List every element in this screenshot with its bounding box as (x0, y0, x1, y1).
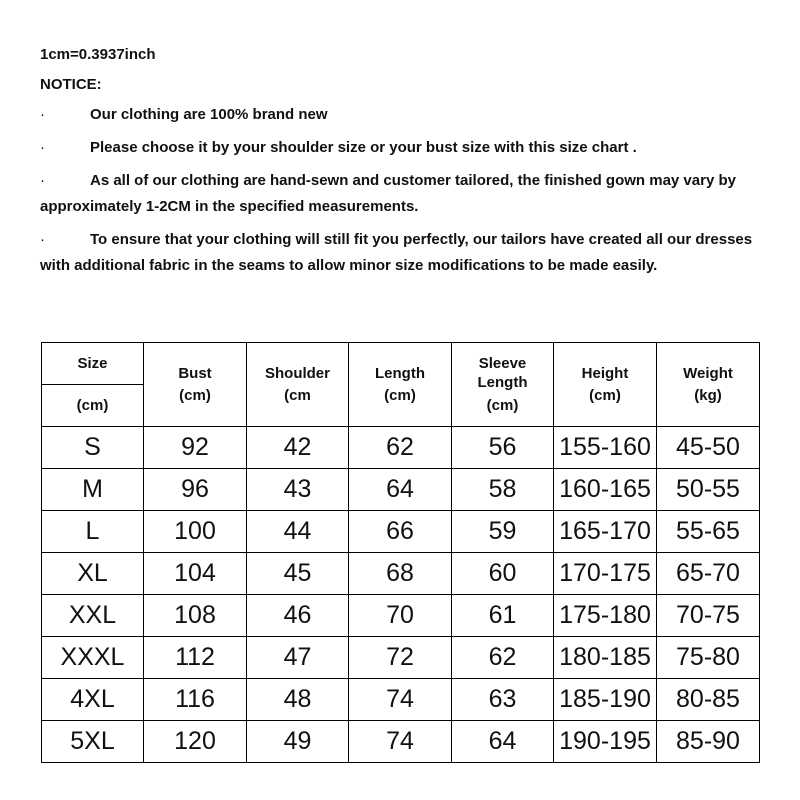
header-shoulder-unit: (cm (284, 386, 311, 404)
notice-bullet-text: Please choose it by your shoulder size or your bust size with this size chart . (90, 139, 637, 156)
cell-weight: 50-55 (657, 469, 760, 511)
notice-bullet (40, 135, 760, 161)
cell-weight: 85-90 (657, 721, 760, 763)
bullet-dot: · (40, 231, 45, 248)
header-length (349, 343, 452, 427)
header-bust-label: Bust (178, 364, 212, 382)
cell-height: 170-175 (554, 553, 657, 595)
cell-sleeve: 58 (452, 469, 554, 511)
header-sleeve-label: Sleeve (478, 355, 527, 372)
cell-height: 155-160 (554, 427, 657, 469)
header-size-unit-label: (cm) (76, 396, 109, 414)
cell-sleeve: 63 (452, 679, 554, 721)
cell-size: 4XL (42, 679, 144, 721)
cell-sleeve: 59 (452, 511, 554, 553)
cell-size: S (42, 427, 144, 469)
header-height-unit: (cm) (589, 386, 621, 404)
cell-weight: 80-85 (657, 679, 760, 721)
cell-height: 190-195 (554, 721, 657, 763)
cell-height: 165-170 (554, 511, 657, 553)
cell-weight: 65-70 (657, 553, 760, 595)
cell-bust: 92 (144, 427, 247, 469)
bullet-dot: · (40, 139, 45, 156)
unit-conversion: 1cm=0.3937inch (40, 46, 156, 63)
cell-length: 74 (349, 679, 452, 721)
cell-length: 68 (349, 553, 452, 595)
cell-bust: 120 (144, 721, 247, 763)
header-shoulder-label: Shoulder (264, 364, 330, 382)
header-sleeve-label-2: Length (477, 374, 528, 391)
cell-sleeve: 61 (452, 595, 554, 637)
header-weight (657, 343, 760, 427)
header-sleeve-unit: (cm) (486, 397, 519, 414)
notice-bullet-text: As all of our clothing are hand-sewn and customer tailored, the finished gown may vary by approximately 1-2CM in the specified measurements. (40, 172, 736, 215)
bullet-dot: · (40, 172, 45, 189)
cell-shoulder: 44 (247, 511, 349, 553)
cell-size: XL (42, 553, 144, 595)
cell-length: 72 (349, 637, 452, 679)
header-height-label: Height (581, 364, 629, 382)
cell-weight: 45-50 (657, 427, 760, 469)
size-chart-table (41, 342, 760, 763)
cell-shoulder: 45 (247, 553, 349, 595)
cell-shoulder: 48 (247, 679, 349, 721)
header-weight-label: Weight (683, 364, 733, 382)
header-height (554, 343, 657, 427)
notice-section (40, 42, 760, 279)
header-size-label: Size (77, 354, 108, 372)
notice-bullet (40, 227, 760, 279)
cell-sleeve: 60 (452, 553, 554, 595)
table-row (42, 637, 760, 679)
cell-shoulder: 49 (247, 721, 349, 763)
cell-bust: 116 (144, 679, 247, 721)
cell-length: 62 (349, 427, 452, 469)
cell-bust: 112 (144, 637, 247, 679)
cell-size: 5XL (42, 721, 144, 763)
cell-length: 74 (349, 721, 452, 763)
table-row (42, 511, 760, 553)
cell-height: 180-185 (554, 637, 657, 679)
table-row (42, 427, 760, 469)
notice-bullet-text: To ensure that your clothing will still fit you perfectly, our tailors have created all our dresses with additional fabric in the seams to allow minor size modifications to be made easily. (40, 231, 753, 274)
cell-size: M (42, 469, 144, 511)
cell-length: 66 (349, 511, 452, 553)
cell-shoulder: 47 (247, 637, 349, 679)
notice-bullet (40, 102, 760, 128)
cell-size: XXXL (42, 637, 144, 679)
table-row (42, 595, 760, 637)
cell-height: 185-190 (554, 679, 657, 721)
cell-length: 64 (349, 469, 452, 511)
table-row (42, 469, 760, 511)
header-sleeve-length (452, 343, 554, 427)
header-bust (144, 343, 247, 427)
table-row (42, 721, 760, 763)
table-row (42, 679, 760, 721)
cell-size: XXL (42, 595, 144, 637)
cell-bust: 100 (144, 511, 247, 553)
cell-weight: 70-75 (657, 595, 760, 637)
table-row (42, 553, 760, 595)
notice-heading: NOTICE: (40, 76, 102, 93)
header-length-label: Length (375, 364, 425, 382)
cell-sleeve: 56 (452, 427, 554, 469)
cell-weight: 75-80 (657, 637, 760, 679)
cell-shoulder: 43 (247, 469, 349, 511)
bullet-dot: · (40, 106, 45, 123)
cell-size: L (42, 511, 144, 553)
cell-sleeve: 62 (452, 637, 554, 679)
cell-weight: 55-65 (657, 511, 760, 553)
cell-sleeve: 64 (452, 721, 554, 763)
cell-length: 70 (349, 595, 452, 637)
cell-bust: 96 (144, 469, 247, 511)
notice-bullet-text: Our clothing are 100% brand new (90, 106, 328, 123)
cell-bust: 104 (144, 553, 247, 595)
notice-bullet (40, 168, 760, 220)
header-length-unit: (cm) (384, 386, 416, 404)
header-bust-unit: (cm) (179, 386, 211, 404)
cell-shoulder: 42 (247, 427, 349, 469)
header-size-unit (42, 385, 144, 427)
table-header-row (42, 343, 760, 385)
cell-shoulder: 46 (247, 595, 349, 637)
header-shoulder (247, 343, 349, 427)
header-weight-unit: (kg) (694, 386, 722, 404)
cell-height: 175-180 (554, 595, 657, 637)
cell-bust: 108 (144, 595, 247, 637)
header-size (42, 343, 144, 385)
cell-height: 160-165 (554, 469, 657, 511)
